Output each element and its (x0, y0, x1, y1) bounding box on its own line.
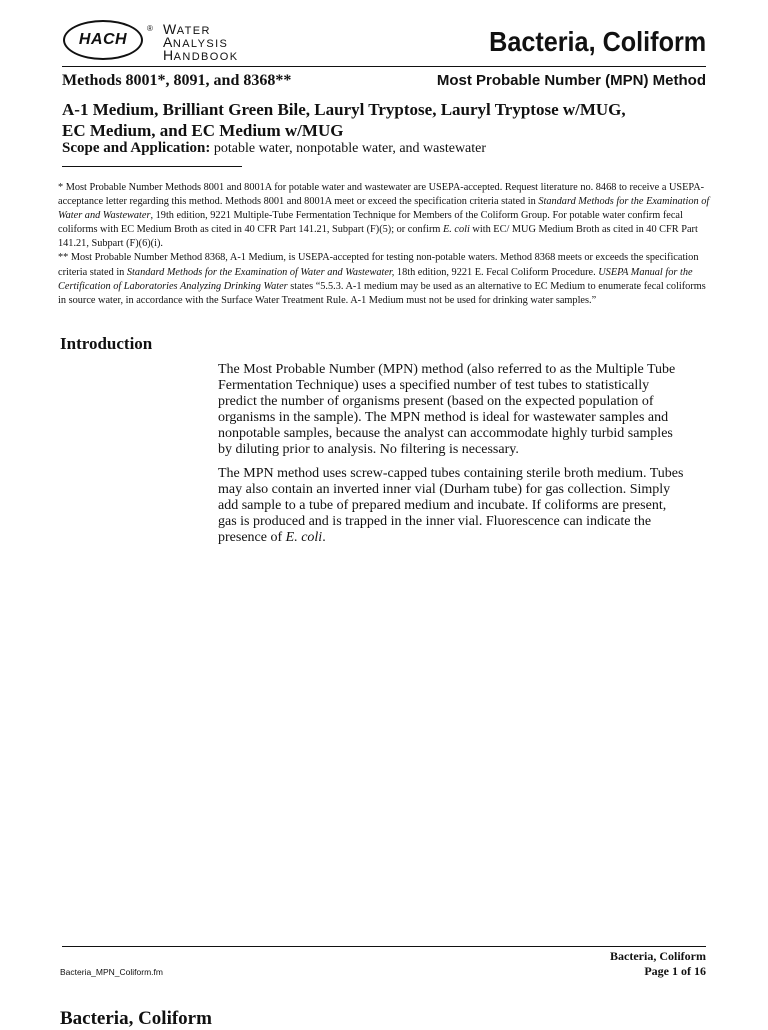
brand-line-handbook: HANDBOOK (163, 47, 239, 63)
footnote-1: * Most Probable Number Methods 8001 and 8001A for potable water and wastewater are USEPA-accepted. Request literature no. 8468 to receive a USEPA-acceptance letter regarding this method. Methods 8001 and 8001A meet or exceed the specification criteria stated in Standard Methods for the Examination of Water and Wastewater, 19th edition, 9221 Multiple-Tube Fermentation Technique for Members of the Coliform Group. For potable water confirm fecal coliforms with EC Medium Broth as cited in 40 CFR Part 141.21, Subpart (F)(5); or confirm E. coli with EC/ MUG Medium Broth as cited in 40 CFR Part 141.21, Subpart (F)(6)(i). (58, 182, 710, 250)
footer-rule (62, 946, 706, 947)
header-rule (62, 66, 706, 67)
media-line-1: A-1 Medium, Brilliant Green Bile, Lauryl Tryptose, Lauryl Tryptose w/MUG, (62, 100, 626, 119)
scope-and-application (62, 140, 486, 157)
next-page-title: Bacteria, Coliform (60, 1008, 212, 1029)
introduction-paragraph-1: The Most Probable Number (MPN) method (also referred to as the Multiple Tube Fermentation Technique) uses a specified number of test tubes to statistically predict the number of organisms present (based on the expected population of organisms in the sample). The MPN method is ideal for wastewater samples and nonpotable samples, because the analyst can accommodate highly turbid samples by diluting prior to analysis. No filtering is necessary. (218, 362, 676, 457)
footnotes (58, 181, 712, 308)
document-title: Bacteria, Coliform (488, 26, 706, 57)
media-line-2: EC Medium, and EC Medium w/MUG (62, 121, 344, 140)
introduction-paragraph-2: The MPN method uses screw-capped tubes containing sterile broth medium. Tubes may also contain an inverted inner vial (Durham tube) for gas collection. Simply add sample to a tube of prepared medium and incubate. If coliforms are present, gas is produced and is trapped in the inner vial. Fluorescence can indicate the presence of E. coli. (218, 466, 684, 545)
footer-filename: Bacteria_MPN_Coliform.fm (60, 967, 163, 977)
hach-logo-text: HACH (78, 31, 128, 48)
brand-line-water: WATER (163, 21, 211, 37)
introduction-heading: Introduction (60, 334, 153, 353)
hach-logo (63, 20, 143, 60)
footnote-2: ** Most Probable Number Method 8368, A-1 Medium, is USEPA-accepted for testing non-potable waters. Method 8368 meets or exceeds the specification criteria stated in Standard Methods for the Examination of Water and Wastewater, 18th edition, 9221 E. Fecal Coliform Procedure. USEPA Manual for the Certification of Laboratories Analyzing Drinking Water states “5.5.3. A-1 medium may be used as an alternative to EC Medium to enumerate fecal coliforms in source water, in accordance with the Surface Water Treatment Rule. A-1 Medium must not be used for drinking water samples.” (58, 252, 706, 306)
registered-mark: ® (147, 24, 153, 33)
method-name: Most Probable Number (MPN) Method (436, 72, 706, 89)
footer-title: Bacteria, Coliform (610, 949, 706, 963)
scope-text: potable water, nonpotable water, and wastewater (213, 141, 487, 156)
footnote-rule (62, 166, 242, 167)
brand-line-analysis: ANALYSIS (163, 34, 229, 50)
scope-label: Scope and Application: (62, 140, 211, 156)
method-numbers: Methods 8001*, 8091, and 8368** (62, 72, 292, 89)
page-number: Page 1 of 16 (644, 964, 706, 978)
media-list (62, 99, 712, 141)
introduction-body (218, 362, 688, 554)
